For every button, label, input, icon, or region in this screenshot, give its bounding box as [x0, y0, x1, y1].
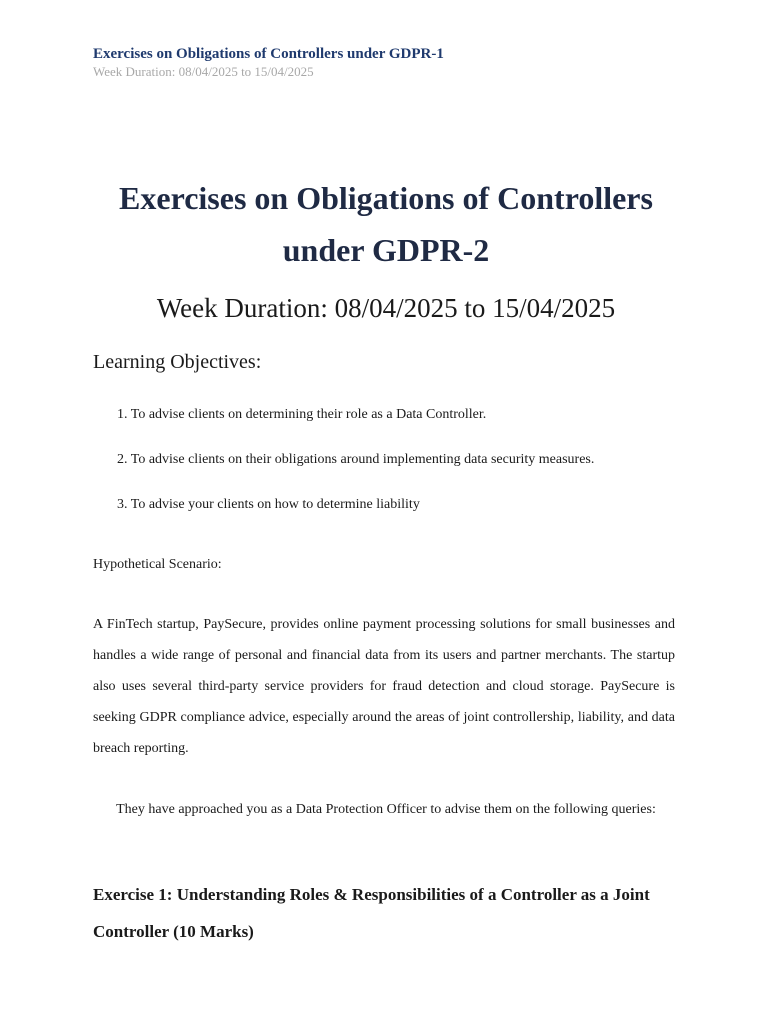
document-subtitle: Week Duration: 08/04/2025 to 15/04/2025 [156, 293, 616, 323]
learning-objectives-heading: Learning Objectives: [93, 351, 262, 373]
scenario-heading: Hypothetical Scenario: [93, 557, 222, 572]
running-header [93, 44, 444, 80]
list-item: 2. To advise clients on their obligations around implementing data security measures. [117, 452, 595, 467]
list-item: 1. To advise clients on determining their role as a Data Controller. [117, 407, 487, 422]
approach-paragraph: They have approached you as a Data Protection Officer to advise them on the following queries: [116, 802, 656, 817]
running-header-title: Exercises on Obligations of Controllers under GDPR-1 [93, 46, 444, 62]
document-title-line-2: under GDPR-2 [282, 232, 490, 268]
document-title [60, 172, 712, 276]
document-title-line-1: Exercises on Obligations of Controllers [119, 180, 653, 216]
scenario-paragraph: A FinTech startup, PaySecure, provides online payment processing solutions for small businesses and handles a wide range of personal and financial data from its users and partner merchants. The startup also uses several third-party service providers for fraud detection and cloud storage. PaySecure is seeking GDPR compliance advice, especially around the areas of joint controllership, liability, and data breach reporting. [93, 617, 675, 756]
list-item: 3. To advise your clients on how to determine liability [117, 497, 420, 512]
running-header-duration: Week Duration: 08/04/2025 to 15/04/2025 [93, 64, 314, 79]
learning-objectives-list [117, 404, 717, 539]
exercise-1-heading: Exercise 1: Understanding Roles & Responsibilities of a Controller as a Joint Controller (10 Marks) [93, 885, 650, 941]
